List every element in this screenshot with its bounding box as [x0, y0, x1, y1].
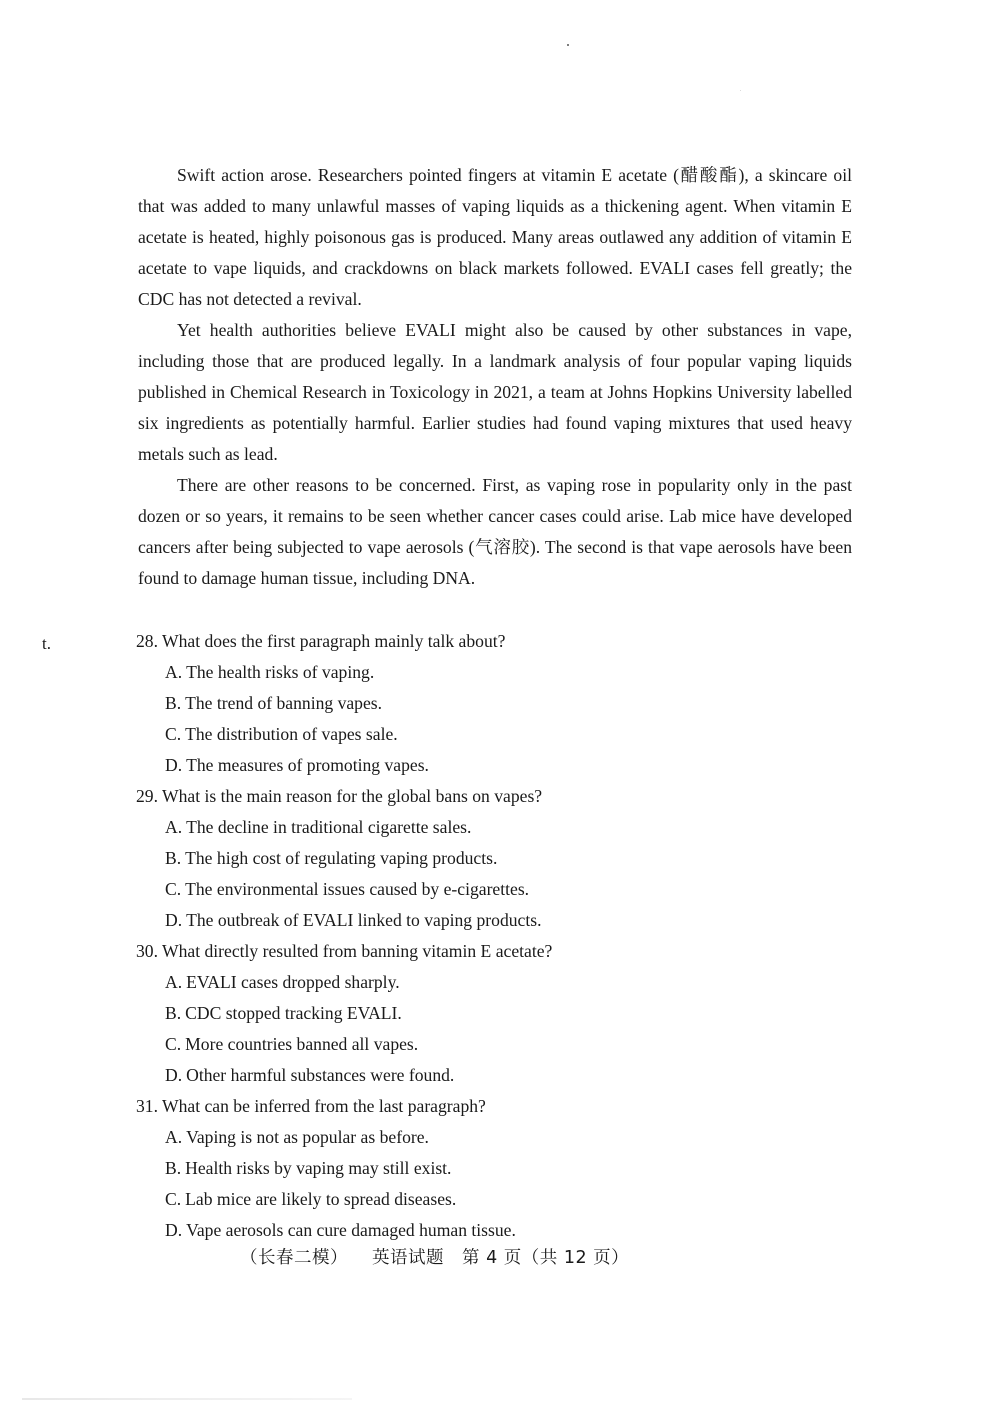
question-text: What does the first paragraph mainly talk about? — [162, 631, 506, 651]
option-list — [136, 812, 736, 936]
option-d — [136, 1060, 736, 1091]
option-c — [136, 1029, 736, 1060]
question-stem — [136, 1091, 736, 1122]
option-letter: B. — [165, 1003, 182, 1023]
option-text: The distribution of vapes sale. — [185, 724, 398, 744]
option-d — [136, 750, 736, 781]
option-letter: D. — [165, 910, 183, 930]
option-b — [136, 688, 736, 719]
option-text: The trend of banning vapes. — [185, 693, 383, 713]
option-a — [136, 967, 736, 998]
option-d — [136, 905, 736, 936]
option-text: The environmental issues caused by e-cigarettes. — [185, 879, 530, 899]
option-text: Health risks by vaping may still exist. — [185, 1158, 452, 1178]
option-d — [136, 1215, 736, 1246]
option-text: Vape aerosols can cure damaged human tissue. — [186, 1220, 516, 1240]
option-c — [136, 874, 736, 905]
option-text: More countries banned all vapes. — [185, 1034, 419, 1054]
question-stem — [136, 781, 736, 812]
option-text: EVALI cases dropped sharply. — [186, 972, 400, 992]
margin-mark: t. — [42, 634, 51, 653]
option-a — [136, 657, 736, 688]
question-number: 29. — [136, 786, 158, 806]
option-letter: C. — [165, 724, 182, 744]
option-letter: C. — [165, 879, 182, 899]
option-letter: D. — [165, 1065, 183, 1085]
question-text: What is the main reason for the global bans on vapes? — [162, 786, 543, 806]
question-28 — [136, 626, 736, 781]
option-text: The health risks of vaping. — [186, 662, 375, 682]
subject-label: 英语试题 — [372, 1248, 444, 1268]
option-letter: C. — [165, 1189, 182, 1209]
question-number: 31. — [136, 1096, 158, 1116]
option-c — [136, 1184, 736, 1215]
question-text: What directly resulted from banning vitamin E acetate? — [162, 941, 553, 961]
page-number: 第 4 页（共 12 页） — [462, 1248, 630, 1268]
option-letter: A. — [165, 972, 183, 992]
exam-name: （长春二模） — [240, 1248, 348, 1268]
option-text: Vaping is not as popular as before. — [186, 1127, 429, 1147]
option-letter: C. — [165, 1034, 182, 1054]
option-text: CDC stopped tracking EVALI. — [185, 1003, 402, 1023]
option-list — [136, 657, 736, 781]
question-list — [136, 626, 736, 1246]
question-29 — [136, 781, 736, 936]
option-a — [136, 1122, 736, 1153]
option-c — [136, 719, 736, 750]
option-letter: A. — [165, 817, 183, 837]
option-text: The decline in traditional cigarette sales. — [186, 817, 472, 837]
scan-speck — [740, 90, 741, 91]
question-number: 28. — [136, 631, 158, 651]
scan-edge-shadow — [22, 1398, 352, 1400]
option-text: Other harmful substances were found. — [186, 1065, 455, 1085]
option-b — [136, 998, 736, 1029]
option-b — [136, 843, 736, 874]
question-30 — [136, 936, 736, 1091]
passage-paragraph-3: There are other reasons to be concerned. First, as vaping rose in popularity only in the past dozen or so years, it remains to be seen whether cancer cases could arise. Lab mice have developed cancers after being subjected to vape aerosols (气溶胶). The second is that vape aerosols have been found to damage human tissue, including DNA. — [138, 475, 852, 588]
passage-paragraph-1: Swift action arose. Researchers pointed fingers at vitamin E acetate (醋酸酯), a skincare oil that was added to many unlawful masses of vaping liquids as a thickening agent. When vitamin E acetate is heated, highly poisonous gas is produced. Many areas outlawed any addition of vitamin E acetate to vape liquids, and crackdowns on black markets followed. EVALI cases fell greatly; the CDC has not detected a revival. — [138, 165, 852, 309]
option-letter: D. — [165, 755, 183, 775]
option-b — [136, 1153, 736, 1184]
passage-paragraph-2: Yet health authorities believe EVALI might also be caused by other substances in vape, including those that are produced legally. In a landmark analysis of four popular vaping liquids published in Chemical Research in Toxicology in 2021, a team at Johns Hopkins University labelled six ingredients as potentially harmful. Earlier studies had found vaping mixtures that used heavy metals such as lead. — [138, 320, 852, 464]
question-stem — [136, 626, 736, 657]
option-list — [136, 967, 736, 1091]
option-letter: B. — [165, 693, 182, 713]
option-letter: A. — [165, 662, 183, 682]
option-letter: A. — [165, 1127, 183, 1147]
question-text: What can be inferred from the last paragraph? — [162, 1096, 486, 1116]
option-text: The measures of promoting vapes. — [186, 755, 429, 775]
question-31 — [136, 1091, 736, 1246]
question-number: 30. — [136, 941, 158, 961]
reading-passage — [138, 160, 852, 594]
option-text: The high cost of regulating vaping products. — [185, 848, 498, 868]
option-letter: B. — [165, 848, 182, 868]
option-text: Lab mice are likely to spread diseases. — [185, 1189, 457, 1209]
question-stem — [136, 936, 736, 967]
option-text: The outbreak of EVALI linked to vaping products. — [186, 910, 542, 930]
page-footer — [240, 1246, 629, 1270]
option-a — [136, 812, 736, 843]
option-list — [136, 1122, 736, 1246]
option-letter: B. — [165, 1158, 182, 1178]
option-letter: D. — [165, 1220, 183, 1240]
scan-speck — [567, 44, 569, 46]
